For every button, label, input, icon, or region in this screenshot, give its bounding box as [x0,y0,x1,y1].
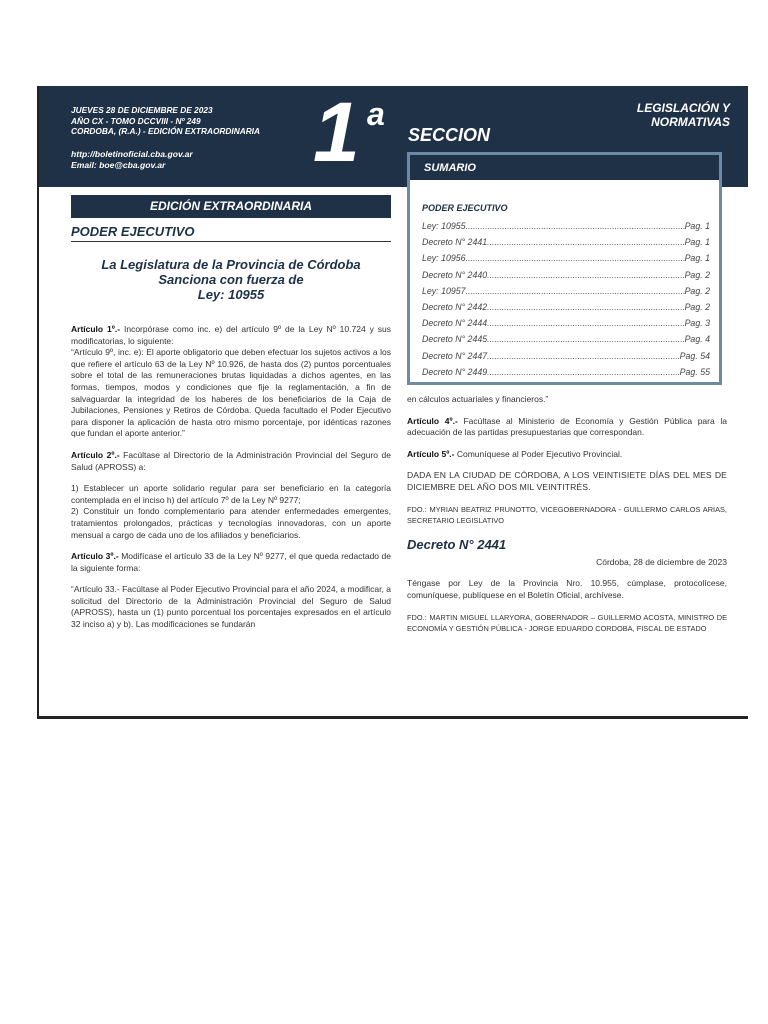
decree-title: Decreto N° 2441 [407,536,507,552]
toc-page: Pag. 1 [684,221,710,231]
category-line-1: LEGISLACIÓN Y [636,101,730,115]
article-5 [407,449,727,461]
section-number: 1 [313,86,358,179]
toc-label: Decreto N° 2445 [422,334,488,345]
toc-entry[interactable] [422,234,710,250]
article-3-quote: “Artículo 33.- Facúltase al Poder Ejecutivo Provincial para el año 2024, a modificar, a solicitud del Directorio de la Administración Provincial del Seguro de Salud (APROSS), hasta un (1) punto porcentual los porcentajes expresados en el artículo 32 inciso a) y b). Las modificaciones se fundarán [71,584,391,630]
toc-entry[interactable] [422,348,710,364]
article-4-text: Facúltase al Ministerio de Economía y Gestión Pública para la adecuación de las partidas presupuestarias que correspondan. [407,415,727,438]
issue-city: CORDOBA, (R.A.) - EDICIÓN EXTRAORDINARIA [71,126,260,136]
toc-label: Ley: 10955 [422,221,466,231]
contact-links [71,149,193,171]
toc-label: Decreto N° 2441 [422,237,488,248]
toc-label: Ley: 10956 [422,253,466,264]
article-1-intro [71,324,391,347]
toc-label: Decreto N° 2442 [422,302,488,313]
email-link[interactable]: Email: boe@cba.gov.ar [71,160,166,170]
decree-date: Córdoba, 28 de diciembre de 2023 [596,556,727,567]
left-column [71,324,391,641]
section-word: SECCION [408,125,491,145]
toc-entry[interactable] [422,299,710,315]
toc-entry[interactable] [422,218,710,234]
toc-entry[interactable] [422,315,710,331]
section-superscript: a [367,96,385,132]
article-4-label: Artículo 4º.- [407,415,458,426]
toc-page: Pag. 2 [684,285,710,296]
category-line-2: NORMATIVAS [651,115,730,129]
toc-entry[interactable] [422,250,710,266]
article-5-text: Comuníquese al Poder Ejecutivo Provincial. [454,448,623,459]
article-3-text: Modifícase el artículo 33 de la Ley Nº 9277, el que queda redactado de la siguiente forma: [71,551,392,573]
category-label [637,101,730,129]
toc-label: Decreto N° 2447 [422,350,488,361]
signatures-legislature: FDO.: MYRIAN BEATRIZ PRUNOTTO, VICEGOBERNADORA - GUILLERMO CARLOS ARIAS, SECRETARIO LEGISLATIVO [407,504,727,526]
article-5-label: Artículo 5º.- [407,448,455,459]
toc-page: Pag. 2 [684,269,710,280]
article-1-text: Incorpórase como inc. e) del artículo 9º de la Ley Nº 10.724 y sus modificatorias, lo siguiente: [71,324,391,346]
toc-page: Pag. 2 [684,302,710,313]
toc-entry[interactable] [422,283,710,299]
article-4 [407,416,727,439]
toc-page: Pag. 55 [679,366,710,377]
sumario-header [410,155,719,180]
enactment-statement: DADA EN LA CIUDAD DE CÓRDOBA, A LOS VEINTISIETE DÍAS DEL MES DE DICIEMBRE DEL AÑO DOS MIL VEINTITRÉS. [407,470,727,492]
toc-page: Pag. 4 [684,334,710,345]
toc-label: Decreto N° 2444 [422,318,488,329]
toc-label: Ley: 10957 [422,285,466,296]
issue-info [71,105,260,137]
article-2-text: Facúltase al Directorio de la Administración Provincial del Seguro de Salud (APROSS) a: [71,449,391,472]
toc-page: Pag. 1 [684,253,710,264]
law-title-line-3: Ley: 10955 [197,287,265,302]
toc-entry[interactable] [422,267,710,283]
signatures-executive: FDO.: MARTIN MIGUEL LLARYORA, GOBERNADOR – GUILLERMO ACOSTA, MINISTRO DE ECONOMÍA Y GESTIÓN PÚBLICA - JORGE EDUARDO CORDOBA, FISCAL DE ESTADO [407,612,727,634]
article-1-quote: “Artículo 9º, inc. e): El aporte obligatorio que deben efectuar los sujetos activos a los que refiere el artículo 63 de la Ley Nº 10.926, de hasta dos (2) puntos porcentuales sobre el total de las remuneraciones brutas liquidadas a dichos agentes, en las formas, tiempos, modos y condiciones que fije la reglamentación, a fin de salvaguardar la integridad de los haberes de los beneficiarios de la Caja de Jubilaciones, Pensiones y Retiros de Córdoba. Queda facultado el Poder Ejecutivo para disponer la aplicación de hasta otro mismo porcentaje, por idénticas razones que fundan el aporte anterior.” [71,347,391,439]
issue-number: AÑO CX - TOMO DCCVIII - Nº 249 [71,115,201,126]
sumario-list [422,218,710,380]
article-3-intro [71,551,391,574]
sumario-box [407,152,722,385]
right-column [407,394,727,645]
toc-page: Pag. 3 [684,318,710,329]
website-link[interactable]: http://boletinoficial.cba.gov.ar [71,149,193,159]
article-1-label: Artículo 1º.- [71,324,121,334]
law-title-line-1: La Legislatura de la Provincia de Córdoba [101,257,361,272]
toc-label: Decreto N° 2440 [422,269,488,280]
decree-text: Téngase por Ley de la Provincia Nro. 10.955, cúmplase, protocolícese, comuníquese, publíquese en el Boletín Oficial, archívese. [407,578,727,600]
bulletin-page [37,86,748,719]
toc-entry[interactable] [422,364,710,380]
toc-page: Pag. 54 [679,350,710,361]
sumario-section: PODER EJECUTIVO [422,203,508,213]
article-2-intro [71,450,391,473]
quote-continuation: en cálculos actuariales y financieros.” [407,394,549,404]
toc-entry[interactable] [422,331,710,347]
article-2-label: Artículo 2º.- [71,449,120,460]
issue-date: JUEVES 28 DE DICIEMBRE DE 2023 [71,105,213,115]
toc-page: Pag. 1 [684,237,710,248]
sumario-title: SUMARIO [424,162,476,174]
article-3-label: Artículo 3º.- [71,551,119,562]
section-heading: PODER EJECUTIVO [71,223,391,242]
toc-label: Decreto N° 2449 [422,366,488,377]
edition-banner: EDICIÓN EXTRAORDINARIA [71,195,391,218]
article-2-item: 1) Establecer un aporte solidario regular para ser beneficiario en la categoría contemplada en el inciso h) del artículo 7º de la Ley Nº 9277; [71,483,391,505]
article-2-item: 2) Constituir un fondo complementario para atender enfermedades emergentes, tratamientos prolongados, prácticas y tecnologías innovadoras, con un aporte mensual a cargo de cada uno de los afiliados y beneficiarios. [71,506,391,540]
law-title [71,257,391,302]
law-title-line-2: Sanciona con fuerza de [158,272,304,287]
